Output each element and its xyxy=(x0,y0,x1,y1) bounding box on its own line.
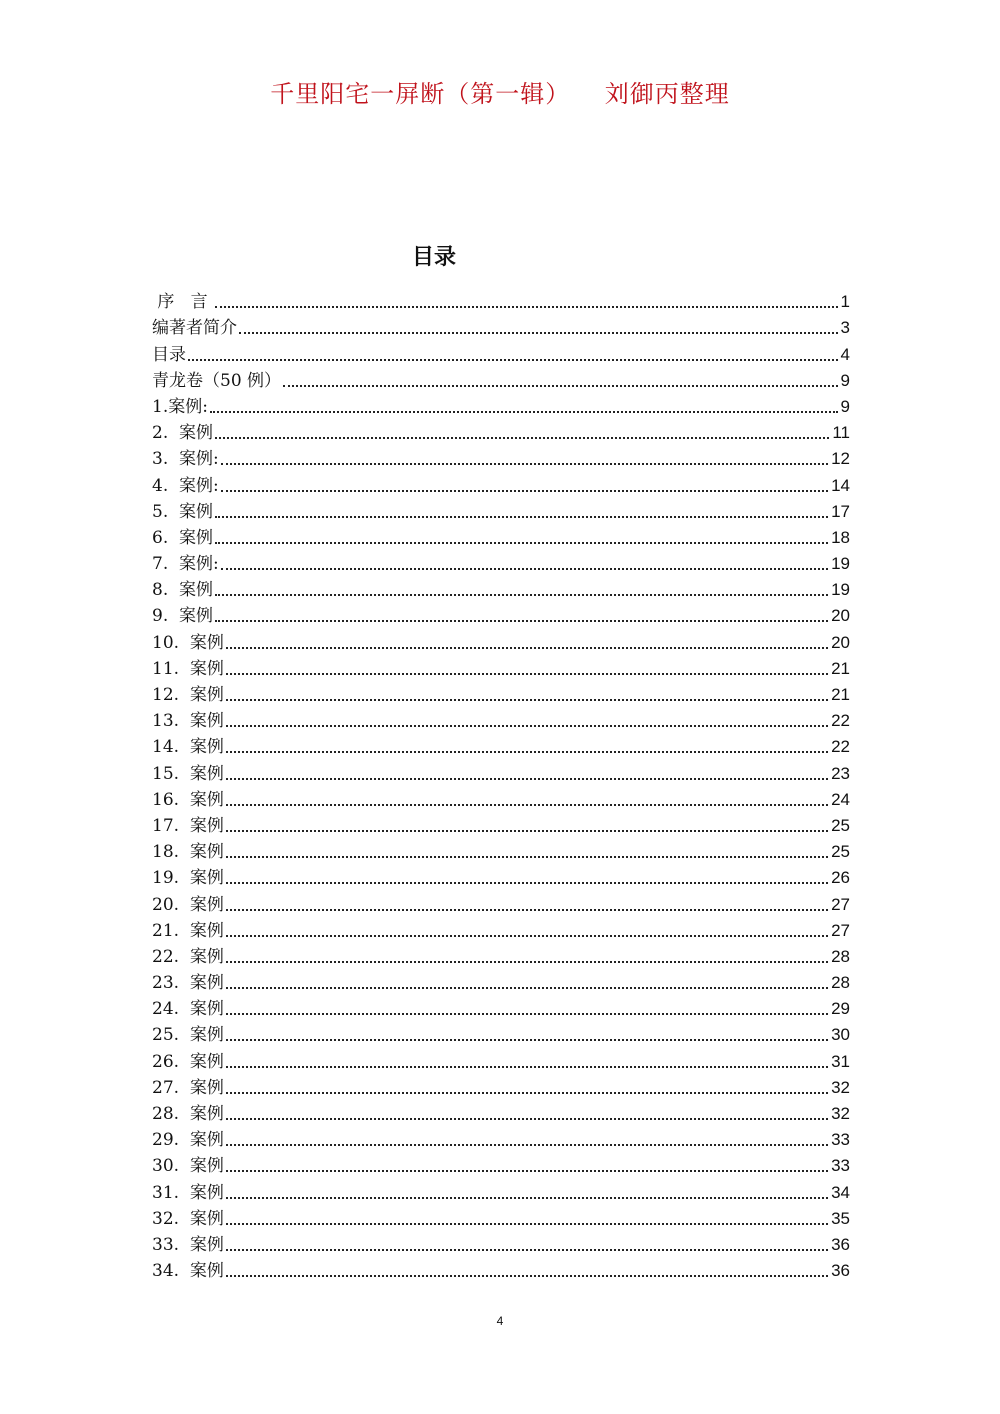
toc-entry-label: 编著者简介 xyxy=(152,318,237,339)
toc-dot-leader xyxy=(226,698,828,701)
toc-entry[interactable] xyxy=(152,941,850,967)
toc-entry[interactable] xyxy=(152,993,850,1019)
toc-entry[interactable] xyxy=(152,1098,850,1124)
toc-dot-leader xyxy=(226,777,828,780)
toc-entry-label: 15. 案例 xyxy=(152,763,224,784)
toc-dot-leader xyxy=(215,541,828,544)
toc-entry[interactable] xyxy=(152,1045,850,1071)
toc-entry[interactable] xyxy=(152,705,850,731)
toc-entry[interactable] xyxy=(152,784,850,810)
toc-entry-page: 34 xyxy=(831,1182,850,1202)
toc-dot-leader xyxy=(226,1038,828,1041)
toc-entry-page: 17 xyxy=(831,501,850,521)
toc-dot-leader xyxy=(226,672,828,675)
toc-entry[interactable] xyxy=(152,1176,850,1202)
toc-entry-label: 21. 案例 xyxy=(152,920,224,941)
toc-dot-leader xyxy=(226,1117,828,1120)
toc-dot-leader xyxy=(226,908,828,911)
toc-entry-label: 24. 案例 xyxy=(152,999,224,1020)
toc-entry-page: 32 xyxy=(831,1104,850,1123)
toc-entry-label: 25. 案例 xyxy=(152,1025,224,1046)
toc-entry-label: 22. 案例 xyxy=(152,946,224,967)
toc-entry[interactable] xyxy=(152,731,850,757)
toc-dot-leader xyxy=(283,384,837,387)
toc-entry-label: 20. 案例 xyxy=(152,894,224,915)
toc-entry[interactable] xyxy=(152,836,850,862)
toc-entry[interactable] xyxy=(152,496,850,522)
toc-entry[interactable] xyxy=(152,286,850,312)
table-of-contents xyxy=(152,286,850,1281)
toc-dot-leader xyxy=(226,1091,828,1094)
toc-entry-page: 1 xyxy=(840,292,850,312)
toc-entry[interactable] xyxy=(152,967,850,993)
toc-entry-label: 34. 案例 xyxy=(152,1261,224,1282)
toc-dot-leader xyxy=(226,1143,828,1146)
toc-dot-leader xyxy=(215,619,828,622)
toc-entry-label: 3. 案例: xyxy=(152,449,219,470)
toc-entry-label: 28. 案例 xyxy=(152,1104,224,1124)
toc-entry-page: 3 xyxy=(840,318,850,338)
toc-entry[interactable] xyxy=(152,679,850,705)
toc-entry-page: 35 xyxy=(831,1208,850,1228)
toc-entry-page: 28 xyxy=(831,946,850,966)
toc-entry-label: 17. 案例 xyxy=(152,815,224,836)
toc-entry[interactable] xyxy=(152,1150,850,1176)
toc-entry-label: 5. 案例 xyxy=(152,501,214,522)
toc-entry-label: 19. 案例 xyxy=(152,868,224,889)
toc-entry-label: 6. 案例 xyxy=(152,527,214,548)
toc-entry-page: 33 xyxy=(831,1130,850,1150)
toc-dot-leader xyxy=(226,1274,828,1277)
toc-entry-page: 11 xyxy=(832,423,850,443)
toc-entry-page: 36 xyxy=(831,1234,850,1254)
toc-entry-label: 7. 案例: xyxy=(152,554,219,575)
toc-entry[interactable] xyxy=(152,469,850,495)
toc-entry[interactable] xyxy=(152,574,850,600)
toc-entry-page: 14 xyxy=(831,475,850,495)
toc-dot-leader xyxy=(226,750,828,753)
toc-entry-label: 31. 案例 xyxy=(152,1182,224,1203)
toc-entry-label: 32. 案例 xyxy=(152,1208,224,1229)
toc-entry-label: 29. 案例 xyxy=(152,1130,224,1151)
toc-entry[interactable] xyxy=(152,338,850,364)
toc-dot-leader xyxy=(188,358,838,361)
toc-dot-leader xyxy=(226,1065,828,1068)
toc-entry-label: 11. 案例 xyxy=(152,658,224,679)
toc-entry[interactable] xyxy=(152,1229,850,1255)
toc-dot-leader xyxy=(215,305,838,308)
toc-entry-label: 30. 案例 xyxy=(152,1156,224,1177)
toc-entry[interactable] xyxy=(152,312,850,338)
toc-dot-leader xyxy=(226,855,828,858)
toc-entry-label: 青龙卷（50 例） xyxy=(152,370,282,391)
toc-entry-page: 21 xyxy=(831,685,850,704)
toc-entry-page: 33 xyxy=(831,1156,850,1176)
toc-entry-page: 23 xyxy=(831,763,850,783)
toc-dot-leader xyxy=(226,986,828,989)
page-number: 4 xyxy=(496,1314,504,1328)
toc-dot-leader xyxy=(226,1222,828,1225)
toc-dot-leader xyxy=(215,436,829,439)
toc-dot-leader xyxy=(226,646,828,649)
toc-entry-page: 18 xyxy=(831,527,850,547)
toc-entry-page: 26 xyxy=(831,868,850,888)
toc-dot-leader xyxy=(226,960,828,963)
toc-dot-leader xyxy=(226,1012,828,1015)
toc-entry[interactable] xyxy=(152,862,850,888)
toc-dot-leader xyxy=(226,829,828,832)
toc-entry-page: 30 xyxy=(831,1025,850,1045)
toc-entry[interactable] xyxy=(152,888,850,914)
toc-entry-label: 14. 案例 xyxy=(152,737,224,758)
toc-entry[interactable] xyxy=(152,1124,850,1150)
toc-entry-label: 27. 案例 xyxy=(152,1077,224,1098)
toc-entry-page: 22 xyxy=(831,737,850,757)
toc-entry[interactable] xyxy=(152,1203,850,1229)
toc-dot-leader xyxy=(226,1196,828,1199)
toc-entry-page: 20 xyxy=(831,632,850,652)
toc-entry-page: 36 xyxy=(831,1261,850,1281)
toc-entry-page: 31 xyxy=(831,1051,850,1071)
toc-dot-leader xyxy=(226,803,828,806)
toc-entry[interactable] xyxy=(152,1019,850,1045)
toc-entry[interactable] xyxy=(152,417,850,443)
toc-entry-label: 33. 案例 xyxy=(152,1234,224,1255)
toc-dot-leader xyxy=(215,515,828,518)
toc-entry-label: 8. 案例 xyxy=(152,580,214,601)
toc-entry-label: 16. 案例 xyxy=(152,789,224,810)
running-header: 千里阳宅一屏断（第一辑） 刘御丙整理 xyxy=(270,80,730,108)
toc-entry[interactable] xyxy=(152,522,850,548)
toc-entry[interactable] xyxy=(152,600,850,626)
toc-entry-page: 25 xyxy=(831,842,850,862)
toc-dot-leader xyxy=(221,489,828,492)
toc-entry-label: 13. 案例 xyxy=(152,711,224,732)
toc-entry-page: 19 xyxy=(831,554,850,574)
toc-dot-leader xyxy=(239,331,838,334)
toc-entry[interactable] xyxy=(152,391,850,417)
toc-entry[interactable] xyxy=(152,626,850,652)
toc-entry-label: 26. 案例 xyxy=(152,1051,224,1072)
toc-heading: 目录 xyxy=(411,244,456,270)
toc-entry[interactable] xyxy=(152,757,850,783)
toc-dot-leader xyxy=(221,567,828,570)
toc-dot-leader xyxy=(215,593,828,596)
toc-entry-page: 28 xyxy=(831,973,850,993)
toc-dot-leader xyxy=(226,1248,828,1251)
toc-dot-leader xyxy=(226,724,828,727)
toc-entry-label: 4. 案例: xyxy=(152,475,219,496)
toc-entry-page: 27 xyxy=(831,894,850,914)
toc-entry[interactable] xyxy=(152,915,850,941)
toc-entry-label: 9. 案例 xyxy=(152,606,214,627)
toc-entry-page: 9 xyxy=(840,370,850,390)
toc-entry[interactable] xyxy=(152,443,850,469)
toc-entry-page: 19 xyxy=(831,580,850,600)
toc-entry-label: 序 言 xyxy=(152,292,214,313)
toc-dot-leader xyxy=(226,1169,828,1172)
toc-entry[interactable] xyxy=(152,653,850,679)
toc-entry-label: 23. 案例 xyxy=(152,973,224,994)
toc-entry[interactable] xyxy=(152,365,850,391)
toc-entry[interactable] xyxy=(152,1072,850,1098)
toc-entry[interactable] xyxy=(152,810,850,836)
toc-entry-label: 2. 案例 xyxy=(152,423,214,444)
toc-entry-label: 10. 案例 xyxy=(152,632,224,653)
toc-entry[interactable] xyxy=(152,548,850,574)
toc-entry-label: 目录 xyxy=(152,344,186,365)
toc-dot-leader xyxy=(226,934,828,937)
toc-dot-leader xyxy=(210,410,838,413)
toc-entry-page: 24 xyxy=(831,789,850,809)
toc-dot-leader xyxy=(226,881,828,884)
toc-dot-leader xyxy=(221,462,828,465)
toc-entry-page: 12 xyxy=(831,449,850,469)
toc-entry-page: 25 xyxy=(831,815,850,835)
toc-entry-page: 27 xyxy=(831,920,850,940)
toc-entry-label: 18. 案例 xyxy=(152,842,224,863)
toc-entry-page: 22 xyxy=(831,711,850,731)
toc-entry-page: 9 xyxy=(840,396,850,416)
toc-entry-label: 12. 案例 xyxy=(152,685,224,705)
toc-entry[interactable] xyxy=(152,1255,850,1281)
toc-entry-page: 32 xyxy=(831,1077,850,1097)
toc-entry-page: 29 xyxy=(831,999,850,1019)
toc-entry-page: 4 xyxy=(840,344,850,364)
toc-entry-page: 21 xyxy=(831,658,850,678)
toc-entry-label: 1.案例: xyxy=(152,396,208,417)
toc-entry-page: 20 xyxy=(831,606,850,626)
